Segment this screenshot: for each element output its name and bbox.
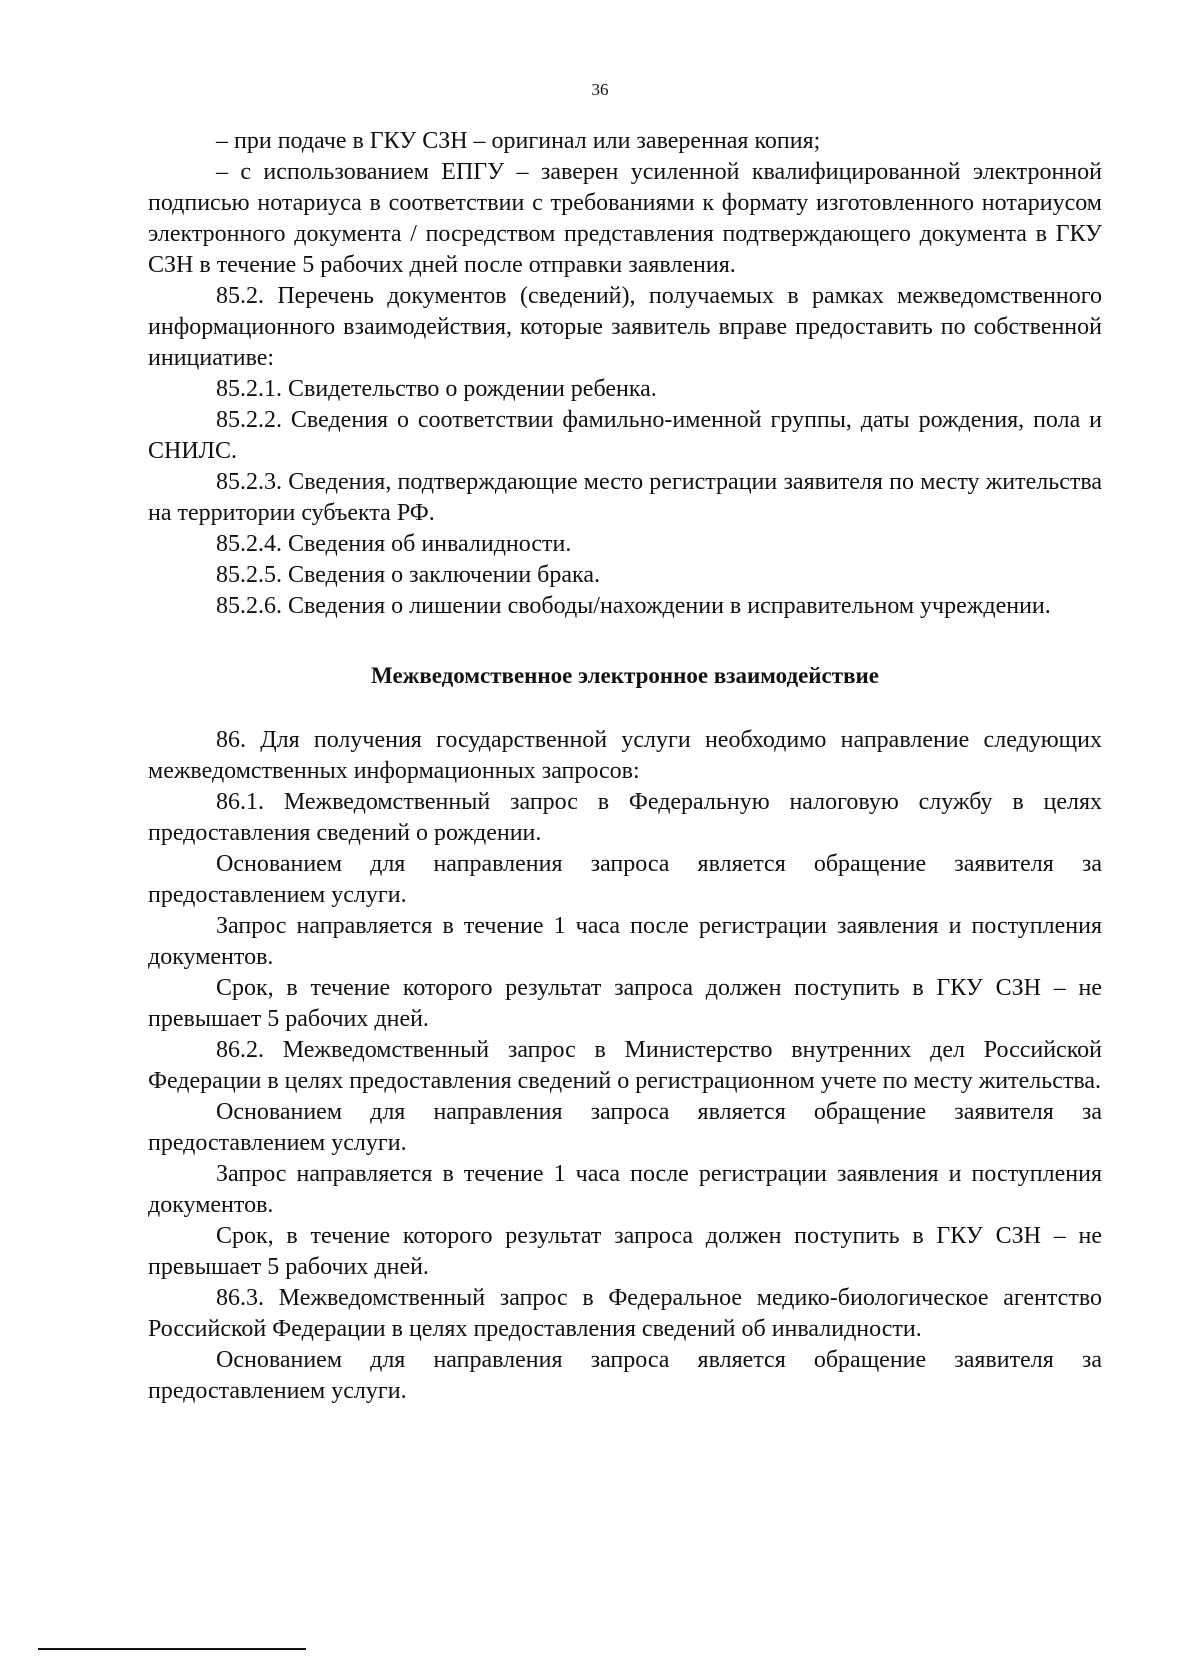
paragraph: – с использованием ЕПГУ – заверен усиленной квалифицированной электронной подписью нотариуса в соответствии с требованиями к формату изготовленного нотариусом электронного документа / посредством представления подтверждающего документа в ГКУ СЗН в течение 5 рабочих дней после отправки заявления. [148,159,1102,278]
paragraph: Срок, в течение которого результат запроса должен поступить в ГКУ СЗН – не превышает 5 рабочих дней. [148,1223,1102,1280]
spacer [148,622,1102,660]
paragraph: 85.2.5. Сведения о заключении брака. [216,562,600,588]
paragraph: 86. Для получения государственной услуги необходимо направление следующих межведомственных информационных запросов: [148,727,1102,784]
document-body [148,126,1102,1407]
paragraph: 86.1. Межведомственный запрос в Федеральную налоговую службу в целях предоставления сведений о рождении. [148,789,1102,846]
paragraph: 86.2. Межведомственный запрос в Министерство внутренних дел Российской Федерации в целях предоставления сведений о регистрационном учете по месту жительства. [148,1037,1102,1094]
paragraph: 85.2.4. Сведения об инвалидности. [216,531,572,557]
paragraph: Основанием для направления запроса является обращение заявителя за предоставлением услуги. [148,851,1102,908]
spacer [148,691,1102,725]
paragraph: Запрос направляется в течение 1 часа после регистрации заявления и поступления документов. [148,913,1102,970]
paragraph: Запрос направляется в течение 1 часа после регистрации заявления и поступления документов. [148,1161,1102,1218]
paragraph: – при подаче в ГКУ СЗН – оригинал или заверенная копия; [216,128,821,154]
paragraph: 85.2.2. Сведения о соответствии фамильно-именной группы, даты рождения, пола и СНИЛС. [148,407,1102,464]
section-heading: Межведомственное электронное взаимодействие [371,663,879,688]
paragraph: Срок, в течение которого результат запроса должен поступить в ГКУ СЗН – не превышает 5 рабочих дней. [148,975,1102,1032]
paragraph: 85.2.3. Сведения, подтверждающие место регистрации заявителя по месту жительства на территории субъекта РФ. [148,469,1102,526]
paragraph: 86.3. Межведомственный запрос в Федеральное медико-биологическое агентство Российской Федерации в целях предоставления сведений об инвалидности. [148,1285,1102,1342]
page-number: 36 [591,80,609,99]
paragraph: Основанием для направления запроса является обращение заявителя за предоставлением услуги. [148,1347,1102,1404]
paragraph: 85.2.6. Сведения о лишении свободы/нахождении в исправительном учреждении. [216,593,1051,619]
paragraph: 85.2.1. Свидетельство о рождении ребенка. [216,376,657,402]
paragraph: 85.2. Перечень документов (сведений), получаемых в рамках межведомственного информационного взаимодействия, которые заявитель вправе предоставить по собственной инициативе: [148,283,1102,371]
paragraph: Основанием для направления запроса является обращение заявителя за предоставлением услуги. [148,1099,1102,1156]
footnote-separator [38,1648,306,1650]
